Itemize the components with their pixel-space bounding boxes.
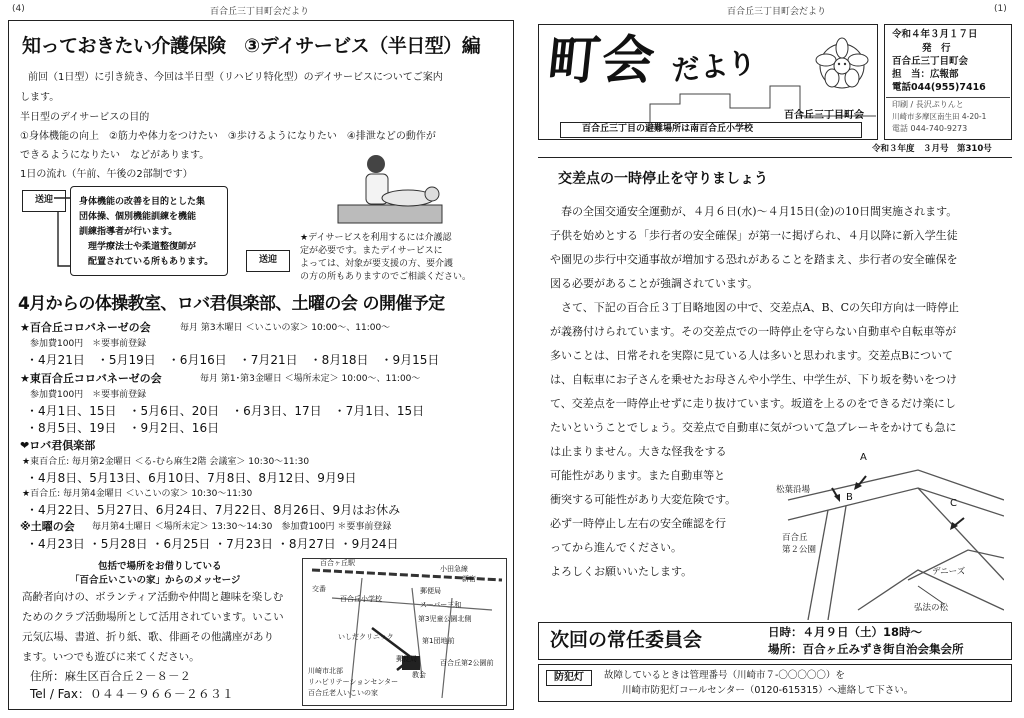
issue-date: 令和４年３月１７日 [892,29,978,40]
message-line: ます。いつでも遊びに来てください。 [22,651,200,663]
left-header: 百合丘三丁目町会だより [210,7,310,17]
map-park-2: 第２公園 [782,545,817,555]
s2-dates-2: ・8月5日、19日 ・9月2日、16日 [26,421,220,435]
purpose-line-1: ①身体機能の向上 ②筋力や体力をつけたい ③歩けるようになりたい ④排泄などの動作が [20,131,436,142]
masthead-org: 百合丘三丁目町会 [784,110,864,121]
map-label: 郵便局 [420,587,441,595]
map-caption-3: 百合丘老人いこいの家 [308,689,378,697]
map-caption-1: 川崎市北部 [308,667,343,675]
program-box [70,186,228,276]
streetlight-line-2: 川崎市防犯灯コールセンター（0120-615315）へ連絡して下さい。 [622,685,914,696]
care-title: 知っておきたい介護保険 ③デイサービス（半日型）編 [22,35,481,57]
map-label: 教会 [412,671,426,679]
evacuation-notice: 百合丘三丁目の避難場所は南百合丘小学校 [582,124,754,134]
map-label: 百合丘第2公園前 [440,659,494,667]
program-line: 身体機能の改善を目的とした集 [79,197,206,207]
article-line: や園児の歩行中交通事故が増加する恐れがあることを踏まえ、歩行者の安全確保を [550,253,958,266]
right-page [522,0,1024,718]
purpose-line-2: できるようになりたい などがあります。 [20,150,210,161]
article-line: 春の全国交通安全運動が、４月６日(水)～４月15日(金)の10日間実施されます。 [550,205,958,218]
issue-number: 令和３年度 ３月号 第310号 [872,144,992,154]
streetlight-line-1: 故障しているときは管理番号（川崎市７-〇〇〇〇〇）を [604,670,845,681]
s2-fee: 参加費100円 ＊要事前登録 [30,390,147,400]
evacuation-box [560,122,862,138]
article-line: 図る必要があることが強調されています。 [550,277,759,290]
s1-name: ★百合丘コロバネーゼの会 [20,321,151,334]
s4-dates: ・4月23日 ・5月28日 ・6月25日 ・7月23日 ・8月27日 ・9月24日 [26,537,399,551]
schedule-title: 4月からの体操教室、ロバ君倶楽部、土曜の会 の開催予定 [18,294,445,314]
s1-fee: 参加費100円 ＊要事前登録 [30,339,147,349]
s2-name: ★東百合丘コロバネーゼの会 [20,372,162,385]
publisher-phone: 電話044(955)7416 [892,82,986,93]
message-line: ためのクラブ活動場所として活用されています。いこい [22,611,284,623]
article-line: は、自転車にお子さんを乗せたお母さんや小学生、中学生が、下り坂を勢いをつけ [550,373,957,386]
publisher: 百合丘三丁目町会 [892,56,969,67]
map-dennys: デニーズ [932,567,966,577]
streetlight-label: 防犯灯 [546,670,592,686]
map-label: 新宿 [462,575,476,583]
article-line: 多いことは、日常それを実際に見ている人は多いと思われます。交差点Bについて [550,349,953,362]
program-line: 配置されている所もあります。 [79,257,214,267]
left-page-number: (4) [12,4,25,14]
article-line: さて、下記の百合丘３丁目略地図の中で、交差点A、B、Cの矢印方向は一時停止 [550,301,960,314]
article-short-line: は止まりません。大きな怪我をする [550,445,727,458]
message-line: 高齢者向けの、ボランティア活動や仲間と趣味を楽しむ [22,591,284,603]
map-caption-2: リハビリテーションセンター [308,678,399,686]
article-line: て、交差点を一時停止せずに走り抜けています。坂道を上るのをできるだけ楽にし [550,397,956,410]
s2-info: 毎月 第1･第3金曜日 ＜場所未定＞ 10:00～、11:00～ [200,374,421,384]
s1-info: 毎月 第3木曜日 ＜いこいの家＞ 10:00～、11:00～ [180,323,391,333]
dropoff-box: 送迎 [246,250,290,272]
care-intro-2: します。 [20,92,60,103]
program-line: 団体操、個別機能訓練を機能 [79,212,197,222]
purpose-heading: 半日型のデイサービスの目的 [20,112,150,123]
committee-title: 次回の常任委員会 [550,629,703,651]
s4-info: 毎月第4土曜日 ＜場所未定＞ 13:30～14:30 参加費100円 ＊要事前登録 [92,522,392,532]
map-label: 交番 [312,585,326,593]
note-line: の方の所もありますのでご相談ください。 [300,272,472,282]
article-short-line: 衝突する可能性があり大変危険です。 [550,493,737,506]
masthead-rule [538,157,1012,158]
map-label: スーパー三和 [420,601,462,609]
note-line: よっては、対象が要支援の方、要介護 [300,259,454,269]
article-line: が義務付けられています。その交差点での一時停止を守らない自動車や自転車等が [550,325,957,338]
issued-label: 発 行 [922,43,951,54]
program-line: 訓練指導者が行います。 [79,227,178,237]
message-heading-2: 「百合丘いこいの家」からのメッセージ [70,575,241,586]
article-line: 子供を始めとする「歩行者の安全確保」が第一に掲げられ、４月以降に新入学生徒 [550,229,958,242]
map-park-1: 百合丘 [782,533,808,543]
flow-heading: 1日の流れ（午前、午後の2部制です） [20,169,193,180]
message-address: 住所：麻生区百合丘２－８－２ [30,669,191,683]
intersection-map [768,440,1004,620]
right-page-number: (1) [994,4,1007,14]
committee-place: 場所：百合ヶ丘みずき街自治会集会所 [768,642,964,656]
printer-address: 川崎市多摩区南生田 4-20-1 [892,112,987,121]
s3a-info: ★東百合丘: 毎月第2金曜日 ＜る-むら麻生2階 会議室＞ 10:30～11:30 [22,457,310,467]
care-intro-1: 前回（1日型）に引き続き、今回は半日型（リハビリ特化型）のデイサービスについてご案内 [28,72,443,83]
article-short-line: 可能性があります。また自動車等と [550,469,726,482]
article-title: 交差点の一時停止を守りましょう [558,171,768,187]
article-short-line: 必ず一時停止し左右の安全確認を行 [550,517,726,530]
s1-dates: ・4月21日 ・5月19日 ・6月16日 ・7月21日 ・8月18日 ・9月15日 [26,353,440,367]
map-line: 小田急線 [440,565,468,573]
map-label: 第1団地前 [422,637,455,645]
s3b-info: ★百合丘: 毎月第4金曜日 ＜いこいの家＞ 10:30～11:30 [22,489,253,499]
committee-date: 日時：４月９日（土）18時～ [768,625,923,639]
s3b-dates: ・4月22日、5月27日、6月24日、7月22日、8月26日、9月はお休み [26,503,401,517]
masthead-title-big: 町会 [544,30,660,91]
info-divider [886,97,1010,98]
message-line: 元気広場、書道、折り紙、歌、俳画その他講座があり [22,631,274,643]
map-point-a: A [860,452,867,463]
map-station: 百合ヶ丘駅 [320,559,355,567]
service-note [300,232,471,284]
map-label: 郵便局 [396,655,417,663]
printer: 印刷 / 長沢ぷりんと [892,100,964,109]
printer-phone: 電話 044-740-9273 [892,124,968,133]
s3a-dates: ・4月8日、5月13日、6月10日、7月8日、8月12日、9月9日 [26,471,357,485]
note-line: ★デイサービスを利用するには介護認 [300,233,452,243]
s4-name: ※土曜の会 [20,520,75,533]
program-line: 理学療法士や柔道整復師が [79,242,197,252]
message-heading-1: 包括で場所をお借りしている [98,561,222,572]
article-short-line: よろしくお願いいたします。 [550,565,693,578]
message-phone: Tel / Fax：０４４－９６６－２６３１ [30,687,234,701]
map-label: いしだクリニック [338,633,394,641]
masthead-title-small: だより [670,45,758,88]
right-header: 百合丘三丁目町会だより [727,7,827,17]
map-label: 百合丘小学校 [340,595,382,603]
map-label: 第3児童公園北側 [418,615,472,623]
map-point-c: C [950,498,957,509]
article-short-line: ってから進んでください。 [550,541,682,554]
map-kobo: 弘法の松 [914,603,949,613]
pickup-box: 送迎 [22,190,66,212]
rehab-illustration [336,150,446,230]
s2-dates-1: ・4月1日、15日 ・5月6日、20日 ・6月3日、17日 ・7月1日、15日 [26,404,425,418]
note-line: 定が必要です。またデイサービスに [300,246,443,256]
map-point-b: B [846,492,853,503]
article-line: たいということでしょう。交差点で自動車に気がついて急ブレーキをかけても急に [550,421,957,434]
map-matsuba: 松葉沿場 [776,485,811,495]
editor: 担 当：広報部 [892,69,959,80]
s3-name: ❤ロバ君倶楽部 [20,439,96,452]
